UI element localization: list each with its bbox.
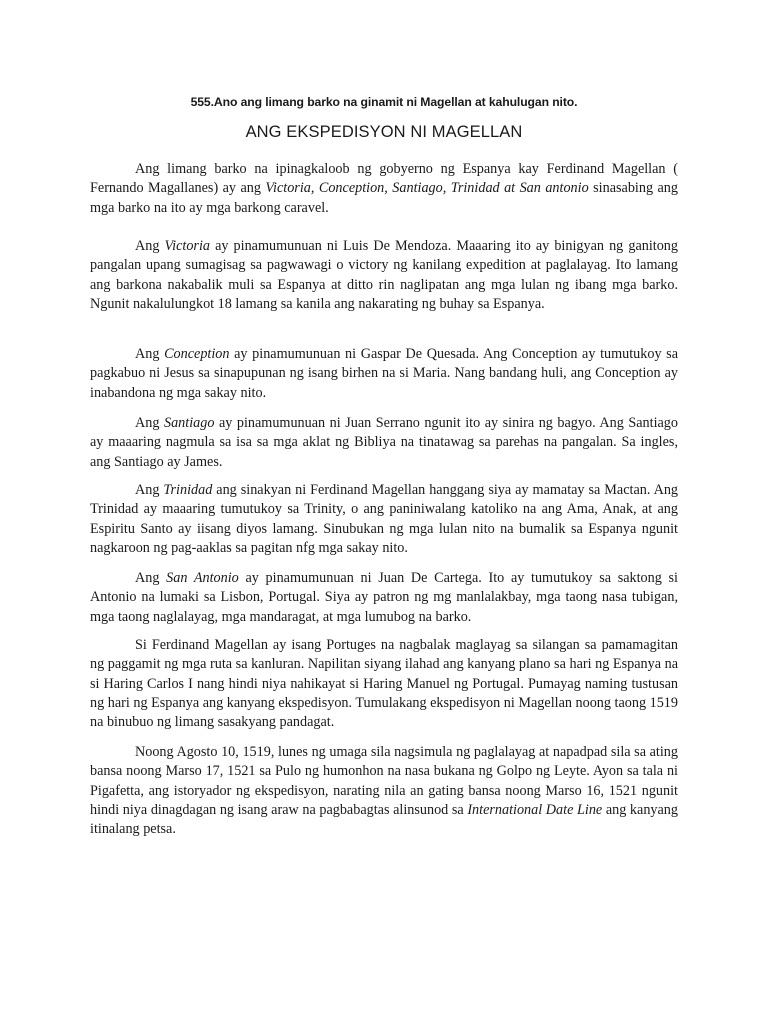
paragraph-conception bbox=[90, 345, 678, 403]
paragraph-magellan bbox=[90, 636, 678, 732]
question-heading: 555.Ano ang limang barko na ginamit ni Magellan at kahulugan nito. bbox=[190, 95, 578, 109]
paragraph-text: Ang bbox=[135, 482, 164, 498]
paragraph-text: Noong Agosto 10, 1519, lunes ng umaga sila nagsimula ng paglalayag at napadpad sila sa ating bansa noong Marso 17, 1521 sa Pulo ng humonhon na nasa bukana ng Golpo ng Leyte. Ayon sa tala ni Pigafetta, ang istoryador ng ekspedisyon, narating nila an gating bansa noong Marso 16, 1521 ngunit hindi niya dinagdagan ng isang araw na pagbabagtas alinsunod sa bbox=[90, 744, 678, 818]
paragraph-voyage bbox=[90, 743, 678, 839]
paragraph-text: ang sinakyan ni Ferdinand Magellan hanggang siya ay mamatay sa Mactan. Ang Trinidad ay maaaring tumutukoy sa Trinity, o ang paniniwalang katoliko na ang Ama, Anak, at ang Espiritu Santo ay iisang diyos lamang. Sinubukan ng mga lulan nito na bumalik sa Espanya ngunit nagkaroon ng pag-aaklas sa pagitan nfg mga sakay nito. bbox=[90, 482, 679, 556]
paragraph-text: ay pinamumunuan ni Gaspar De Quesada. Ang Conception ay tumutukoy sa pagkabuo ni Jesus sa sinapupunan ng isang birhen na si Maria. Nang bandang huli, ang Conception ay inabandona ng mga sakay nito. bbox=[90, 346, 679, 401]
paragraph-intro bbox=[90, 160, 678, 218]
paragraph-text: ay pinamumunuan ni Juan Serrano ngunit ito ay sinira ng bagyo. Ang Santiago ay maaaring nagmula sa isa sa mga aklat ng Bibliya na tinatawag sa parehas na pangalan. Sa ingles, ang Santiago ay James. bbox=[90, 415, 678, 470]
paragraph-san-antonio bbox=[90, 569, 678, 627]
ship-name-santiago: Santiago bbox=[163, 415, 215, 431]
ship-name-conception: Conception bbox=[164, 346, 230, 362]
paragraph-text: Si Ferdinand Magellan ay isang Portuges na nagbalak maglayag sa silangan sa pamamagitan ng paggamit ng mga ruta sa kanluran. Napilitan siyang ilahad ang kanyang plano sa hari ng Espanya na si Haring Carlos I nang hindi niya nahikayat si Haring Manuel ng Portugal. Pumayag naming tustusan ng hari ng Espanya ang kanyang ekspedisyon. Tumulakang ekspedisyon ni Magellan noong taong 1519 na binubuo ng limang sasakyang pandagat. bbox=[90, 637, 678, 731]
ship-names-italic: Victoria, Conception, Santiago, Trinidad at San antonio bbox=[265, 180, 589, 197]
document-title: ANG EKSPEDISYON NI MAGELLAN bbox=[245, 123, 523, 141]
paragraph-text: ay pinamumunuan ni Luis De Mendoza. Maaaring ito ay binigyan ng ganitong pangalan upang sumagisag sa pagwawagi o victory ng kanilang expedition at paglalayag. Ito lamang ang barkona nakabalik muli sa Espanya at ditto rin naglipatan ang mga lulan ng ibang mga barko. Ngunit nakalulungkot 18 lamang sa kanila ang nakarating ng buhay sa Espanya. bbox=[90, 238, 678, 312]
paragraph-text: sinasabing ang mga barko na ito ay mga barkong caravel. bbox=[90, 180, 678, 216]
ship-name-san-antonio: San Antonio bbox=[166, 570, 239, 586]
paragraph-santiago bbox=[90, 414, 678, 472]
paragraph-text: ang kanyang itinalang petsa. bbox=[90, 801, 678, 838]
paragraph-trinidad bbox=[90, 481, 678, 558]
date-line-italic: International Date Line bbox=[467, 801, 603, 818]
paragraph-text: ay pinamumunuan ni Juan De Cartega. Ito ay tumutukoy sa saktong si Antonio na lumaki sa Lisbon, Portugal. Siya ay patron ng mg manlalakbay, mga taong nasa tubigan, mga taong naglalayag, mga mandaragat, at mga lumubog na barko. bbox=[90, 570, 678, 625]
paragraph-text: Ang limang barko na ipinagkaloob ng gobyerno ng Espanya kay Ferdinand Magellan ( Fernando Magallanes) ay ang bbox=[90, 161, 678, 197]
paragraph-text: Ang bbox=[135, 238, 165, 254]
ship-name-trinidad: Trinidad bbox=[163, 482, 213, 498]
paragraph-victoria bbox=[90, 237, 678, 314]
ship-name-victoria: Victoria bbox=[164, 238, 210, 254]
paragraph-text: Ang bbox=[135, 346, 165, 362]
paragraph-text: Ang bbox=[135, 570, 167, 586]
paragraph-text: Ang bbox=[135, 415, 164, 431]
